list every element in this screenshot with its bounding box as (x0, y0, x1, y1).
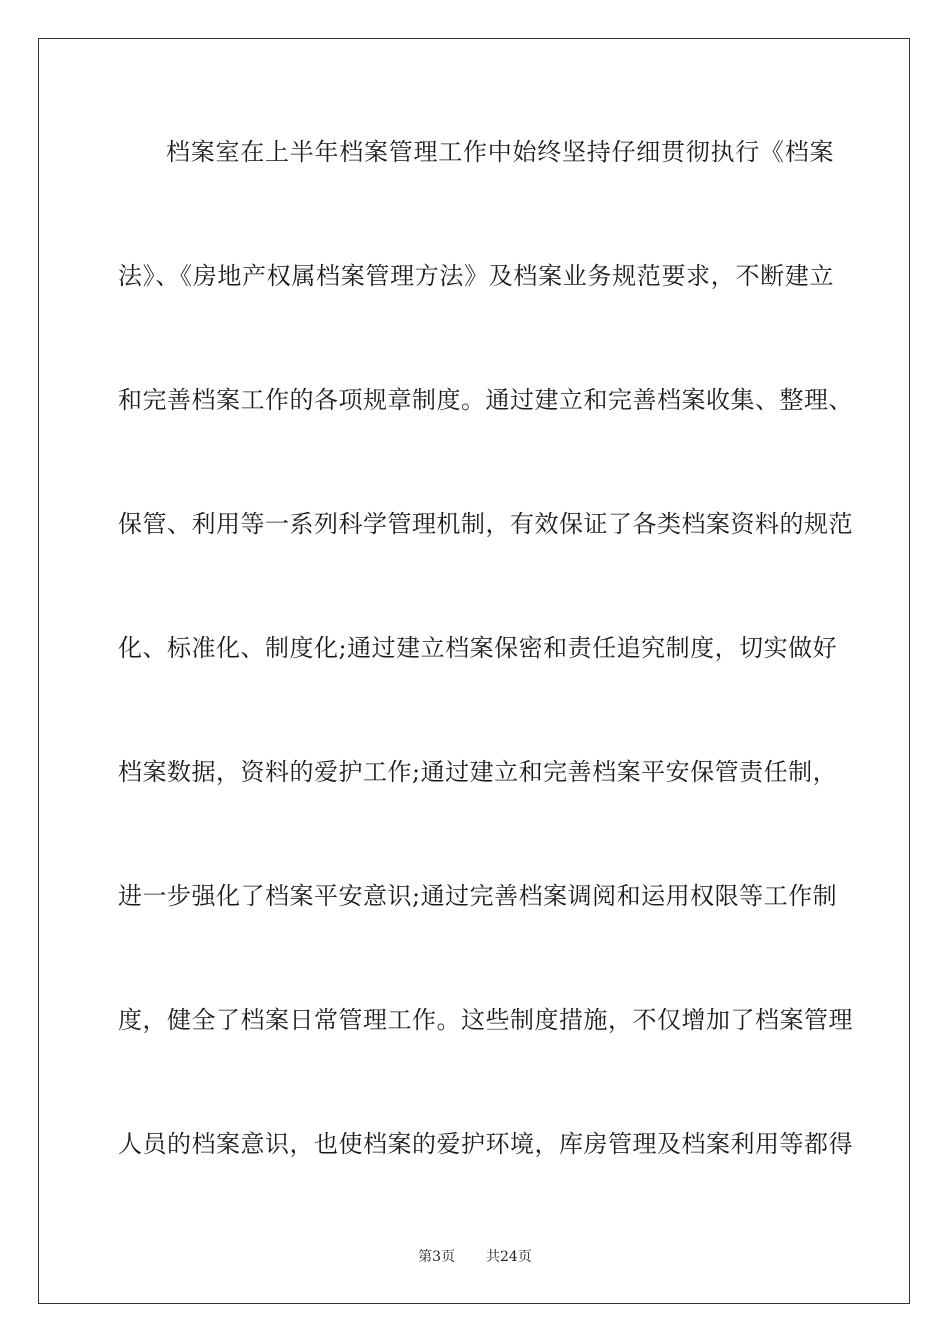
paragraph-line-4: 保管、利用等一系列科学管理机制，有效保证了各类档案资料的规范 (118, 510, 853, 538)
page-number: 第3页 (418, 1249, 456, 1265)
paragraph-line-1: 档案室在上半年档案管理工作中始终坚持仔细贯彻执行《档案 (166, 138, 834, 166)
paragraph-line-5: 化、标准化、制度化;通过建立档案保密和责任追究制度，切实做好 (118, 634, 838, 662)
page-footer (0, 1248, 950, 1266)
paragraph-line-6: 档案数据，资料的爱护工作;通过建立和完善档案平安保管责任制， (118, 758, 838, 786)
page-border (38, 38, 910, 1304)
paragraph-line-2: 法》、《房地产权属档案管理方法》及档案业务规范要求，不断建立 (118, 262, 834, 290)
paragraph-line-9: 人员的档案意识，也使档案的爱护环境，库房管理及档案利用等都得 (118, 1130, 853, 1158)
paragraph-line-3: 和完善档案工作的各项规章制度。通过建立和完善档案收集、整理、 (118, 386, 853, 414)
total-pages: 共24页 (486, 1249, 532, 1265)
paragraph-line-7: 进一步强化了档案平安意识;通过完善档案调阅和运用权限等工作制 (118, 882, 838, 910)
paragraph-line-8: 度，健全了档案日常管理工作。这些制度措施，不仅增加了档案管理 (118, 1006, 853, 1034)
